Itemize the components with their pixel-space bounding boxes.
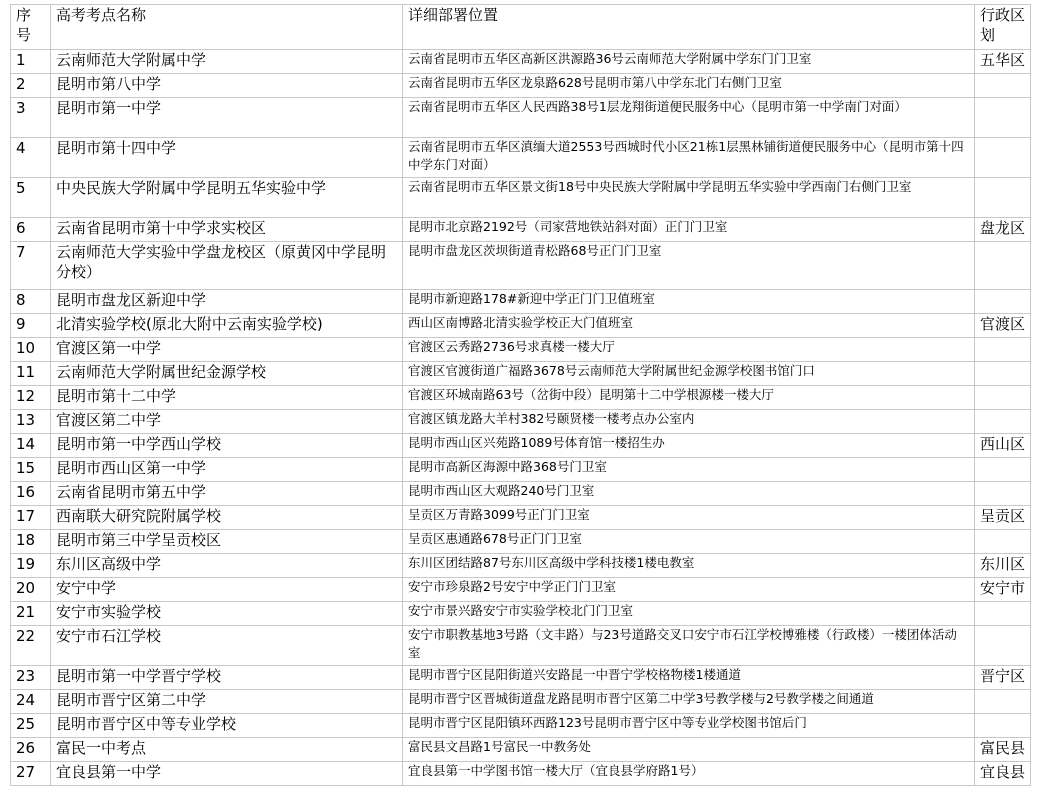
table-row bbox=[11, 554, 1031, 578]
table-row bbox=[11, 738, 1031, 762]
table-row bbox=[11, 290, 1031, 314]
row-index: 25 bbox=[11, 714, 51, 738]
row-district: 西山区 bbox=[975, 434, 1031, 458]
table-row bbox=[11, 314, 1031, 338]
row-location: 安宁市珍泉路2号安宁中学正门门卫室 bbox=[403, 578, 975, 602]
row-index: 21 bbox=[11, 602, 51, 626]
row-location: 云南省昆明市五华区高新区洪源路36号云南师范大学附属中学东门门卫室 bbox=[403, 50, 975, 74]
row-district: 官渡区 bbox=[975, 314, 1031, 338]
row-name: 宜良县第一中学 bbox=[51, 762, 403, 786]
row-index: 19 bbox=[11, 554, 51, 578]
row-index: 6 bbox=[11, 218, 51, 242]
row-index: 26 bbox=[11, 738, 51, 762]
row-location: 官渡区官渡街道广福路3678号云南师范大学附属世纪金源学校图书馆门口 bbox=[403, 362, 975, 386]
row-district bbox=[975, 714, 1031, 738]
table-row bbox=[11, 578, 1031, 602]
row-index: 16 bbox=[11, 482, 51, 506]
row-location: 呈贡区惠通路678号正门门卫室 bbox=[403, 530, 975, 554]
table-row bbox=[11, 98, 1031, 138]
row-index: 23 bbox=[11, 666, 51, 690]
row-index: 1 bbox=[11, 50, 51, 74]
row-district bbox=[975, 290, 1031, 314]
row-district bbox=[975, 690, 1031, 714]
row-name: 云南省昆明市第五中学 bbox=[51, 482, 403, 506]
table-row bbox=[11, 714, 1031, 738]
row-district bbox=[975, 242, 1031, 290]
table-row bbox=[11, 626, 1031, 666]
row-location: 昆明市西山区大观路240号门卫室 bbox=[403, 482, 975, 506]
row-name: 西南联大研究院附属学校 bbox=[51, 506, 403, 530]
row-name: 中央民族大学附属中学昆明五华实验中学 bbox=[51, 178, 403, 218]
row-location: 富民县文昌路1号富民一中教务处 bbox=[403, 738, 975, 762]
row-index: 24 bbox=[11, 690, 51, 714]
row-location: 官渡区环城南路63号（岔街中段）昆明第十二中学根源楼一楼大厅 bbox=[403, 386, 975, 410]
row-district bbox=[975, 602, 1031, 626]
table-row bbox=[11, 74, 1031, 98]
row-location: 云南省昆明市五华区人民西路38号1层龙翔街道便民服务中心（昆明市第一中学南门对面） bbox=[403, 98, 975, 138]
row-index: 7 bbox=[11, 242, 51, 290]
table-row bbox=[11, 666, 1031, 690]
row-location: 云南省昆明市五华区景文街18号中央民族大学附属中学昆明五华实验中学西南门右侧门卫室 bbox=[403, 178, 975, 218]
row-index: 18 bbox=[11, 530, 51, 554]
table-row bbox=[11, 50, 1031, 74]
row-location: 云南省昆明市五华区滇缅大道2553号西城时代小区21栋1层黑林铺街道便民服务中心（昆明市第十四中学东门对面） bbox=[403, 138, 975, 178]
row-index: 20 bbox=[11, 578, 51, 602]
row-name: 云南师范大学附属世纪金源学校 bbox=[51, 362, 403, 386]
row-name: 昆明市盘龙区新迎中学 bbox=[51, 290, 403, 314]
row-name: 安宁中学 bbox=[51, 578, 403, 602]
row-location: 昆明市盘龙区茨坝街道青松路68号正门门卫室 bbox=[403, 242, 975, 290]
table-row bbox=[11, 506, 1031, 530]
row-location: 官渡区镇龙路大羊村382号颐贤楼一楼考点办公室内 bbox=[403, 410, 975, 434]
row-name: 昆明市晋宁区第二中学 bbox=[51, 690, 403, 714]
row-name: 云南省昆明市第十中学求实校区 bbox=[51, 218, 403, 242]
row-name: 安宁市石江学校 bbox=[51, 626, 403, 666]
exam-sites-table bbox=[10, 4, 1031, 786]
row-index: 5 bbox=[11, 178, 51, 218]
table-row bbox=[11, 386, 1031, 410]
row-index: 15 bbox=[11, 458, 51, 482]
row-district bbox=[975, 74, 1031, 98]
header-district: 行政区划 bbox=[975, 5, 1031, 50]
row-location: 安宁市景兴路安宁市实验学校北门门卫室 bbox=[403, 602, 975, 626]
row-location: 昆明市新迎路178#新迎中学正门门卫值班室 bbox=[403, 290, 975, 314]
row-index: 13 bbox=[11, 410, 51, 434]
table-row bbox=[11, 338, 1031, 362]
row-index: 22 bbox=[11, 626, 51, 666]
row-location: 昆明市西山区兴苑路1089号体育馆一楼招生办 bbox=[403, 434, 975, 458]
row-location: 云南省昆明市五华区龙泉路628号昆明市第八中学东北门右侧门卫室 bbox=[403, 74, 975, 98]
row-index: 8 bbox=[11, 290, 51, 314]
table-row bbox=[11, 242, 1031, 290]
table-row bbox=[11, 762, 1031, 786]
row-name: 北清实验学校(原北大附中云南实验学校) bbox=[51, 314, 403, 338]
row-location: 昆明市晋宁区昆阳镇环西路123号昆明市晋宁区中等专业学校图书馆后门 bbox=[403, 714, 975, 738]
row-index: 4 bbox=[11, 138, 51, 178]
row-name: 云南师范大学实验中学盘龙校区（原黄冈中学昆明分校） bbox=[51, 242, 403, 290]
row-name: 昆明市第十二中学 bbox=[51, 386, 403, 410]
row-location: 昆明市高新区海源中路368号门卫室 bbox=[403, 458, 975, 482]
row-district bbox=[975, 410, 1031, 434]
row-name: 东川区高级中学 bbox=[51, 554, 403, 578]
row-index: 11 bbox=[11, 362, 51, 386]
row-name: 官渡区第一中学 bbox=[51, 338, 403, 362]
table-row bbox=[11, 602, 1031, 626]
row-district: 呈贡区 bbox=[975, 506, 1031, 530]
row-name: 昆明市第一中学 bbox=[51, 98, 403, 138]
row-district bbox=[975, 178, 1031, 218]
row-district: 东川区 bbox=[975, 554, 1031, 578]
row-location: 昆明市晋宁区晋城街道盘龙路昆明市晋宁区第二中学3号教学楼与2号教学楼之间通道 bbox=[403, 690, 975, 714]
row-district: 晋宁区 bbox=[975, 666, 1031, 690]
row-district bbox=[975, 98, 1031, 138]
row-index: 17 bbox=[11, 506, 51, 530]
row-location: 宜良县第一中学图书馆一楼大厅（宜良县学府路1号） bbox=[403, 762, 975, 786]
table-row bbox=[11, 434, 1031, 458]
row-name: 富民一中考点 bbox=[51, 738, 403, 762]
row-name: 昆明市第八中学 bbox=[51, 74, 403, 98]
table-row bbox=[11, 482, 1031, 506]
table-row bbox=[11, 218, 1031, 242]
table-row bbox=[11, 178, 1031, 218]
row-name: 昆明市西山区第一中学 bbox=[51, 458, 403, 482]
row-name: 昆明市第一中学西山学校 bbox=[51, 434, 403, 458]
table-row bbox=[11, 362, 1031, 386]
row-district bbox=[975, 458, 1031, 482]
row-name: 官渡区第二中学 bbox=[51, 410, 403, 434]
row-index: 27 bbox=[11, 762, 51, 786]
table-row bbox=[11, 530, 1031, 554]
row-district bbox=[975, 530, 1031, 554]
header-location: 详细部署位置 bbox=[403, 5, 975, 50]
row-district: 安宁市 bbox=[975, 578, 1031, 602]
row-name: 昆明市第十四中学 bbox=[51, 138, 403, 178]
row-name: 安宁市实验学校 bbox=[51, 602, 403, 626]
row-location: 安宁市职教基地3号路（文丰路）与23号道路交叉口安宁市石江学校博雅楼（行政楼）一楼团体活动室 bbox=[403, 626, 975, 666]
row-district: 盘龙区 bbox=[975, 218, 1031, 242]
row-name: 昆明市第一中学晋宁学校 bbox=[51, 666, 403, 690]
row-district bbox=[975, 338, 1031, 362]
table-row bbox=[11, 410, 1031, 434]
row-location: 西山区南博路北清实验学校正大门值班室 bbox=[403, 314, 975, 338]
row-district bbox=[975, 626, 1031, 666]
row-index: 3 bbox=[11, 98, 51, 138]
row-location: 东川区团结路87号东川区高级中学科技楼1楼电教室 bbox=[403, 554, 975, 578]
row-name: 昆明市晋宁区中等专业学校 bbox=[51, 714, 403, 738]
row-district bbox=[975, 362, 1031, 386]
table-row bbox=[11, 138, 1031, 178]
header-name: 高考考点名称 bbox=[51, 5, 403, 50]
row-index: 9 bbox=[11, 314, 51, 338]
table-row bbox=[11, 690, 1031, 714]
row-location: 官渡区云秀路2736号求真楼一楼大厅 bbox=[403, 338, 975, 362]
row-location: 昆明市晋宁区昆阳街道兴安路昆一中晋宁学校格物楼1楼通道 bbox=[403, 666, 975, 690]
row-index: 2 bbox=[11, 74, 51, 98]
row-district bbox=[975, 482, 1031, 506]
row-district: 宜良县 bbox=[975, 762, 1031, 786]
row-name: 昆明市第三中学呈贡校区 bbox=[51, 530, 403, 554]
row-location: 呈贡区万青路3099号正门门卫室 bbox=[403, 506, 975, 530]
table-header-row bbox=[11, 5, 1031, 50]
row-index: 10 bbox=[11, 338, 51, 362]
row-location: 昆明市北京路2192号（司家营地铁站斜对面）正门门卫室 bbox=[403, 218, 975, 242]
row-name: 云南师范大学附属中学 bbox=[51, 50, 403, 74]
row-index: 12 bbox=[11, 386, 51, 410]
header-index: 序号 bbox=[11, 5, 51, 50]
row-index: 14 bbox=[11, 434, 51, 458]
table-row bbox=[11, 458, 1031, 482]
row-district bbox=[975, 138, 1031, 178]
row-district bbox=[975, 386, 1031, 410]
row-district: 五华区 bbox=[975, 50, 1031, 74]
row-district: 富民县 bbox=[975, 738, 1031, 762]
